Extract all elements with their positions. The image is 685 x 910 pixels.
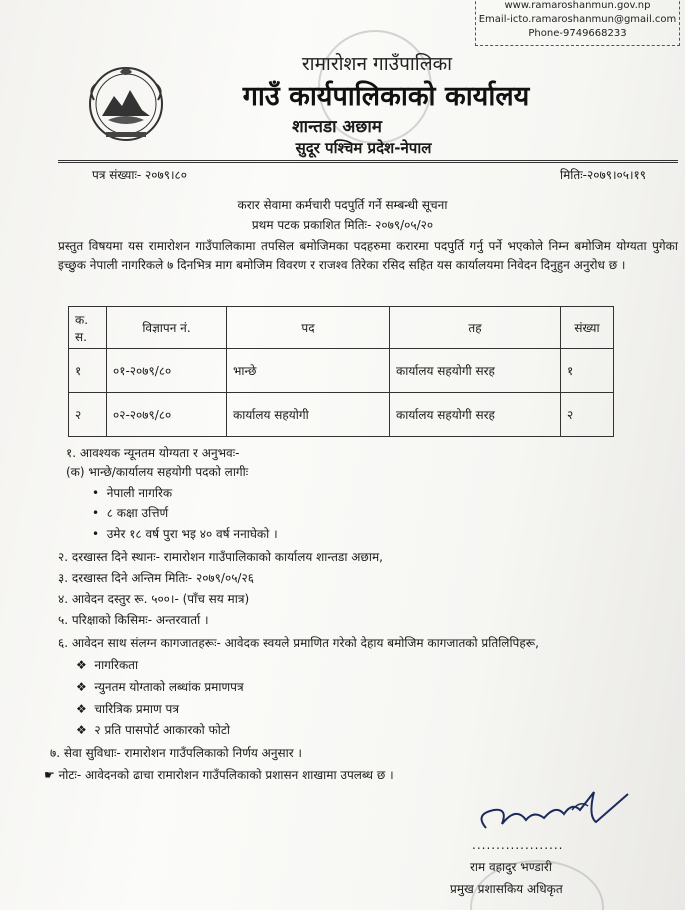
- diamond-bullet-icon: ❖: [76, 680, 87, 694]
- list-item: ❖ २ प्रति पासपोर्ट आकारको फोटो: [76, 723, 231, 737]
- email-text: Email-icto.ramaroshanmun@gmail.com: [478, 14, 677, 25]
- office-location: शान्तडा अछाम: [292, 117, 382, 137]
- col-header-post: पद: [227, 307, 390, 349]
- list-item: ❖ न्युनतम योग्ताको लब्धांक प्रमाणपत्र: [76, 680, 244, 694]
- header-divider: [58, 160, 678, 161]
- col-header-level: तह: [390, 307, 561, 349]
- vacancy-table: [68, 306, 614, 437]
- col-header-sn: क. स.: [69, 307, 107, 349]
- cell-level: कार्यालय सहयोगी सरह: [390, 349, 561, 393]
- cell-ad-no: ०२-२०७९/८०: [107, 393, 227, 437]
- table-row: [69, 393, 614, 437]
- bullet-dot-icon: •: [92, 486, 107, 500]
- bullet-dot-icon: •: [92, 506, 107, 520]
- phone-text: Phone-9749668233: [528, 28, 627, 39]
- signatory-designation: प्रमुख प्रशासकिय अधिकृत: [450, 882, 563, 896]
- section-6-documents: ६. आवेदन साथ संलग्न कागजातहरूः- आवेदक स्वयले प्रमाणित गरेको देहाय बमोजिम कागजातको प्रतिलिपिहरू,: [58, 636, 539, 650]
- cell-level: कार्यालय सहयोगी सरह: [390, 393, 561, 437]
- list-item: • उमेर १८ वर्ष पुरा भइ ४० वर्ष ननाघेको ।: [92, 527, 278, 541]
- section-3-deadline: ३. दरखास्त दिने अन्तिम मितिः- २०७९/०५/२६: [58, 571, 254, 585]
- cell-post: भान्छे: [227, 349, 390, 393]
- section-5-exam-type: ५. परिक्षाको किसिमः- अन्तरवार्ता ।: [58, 613, 209, 627]
- note-line: ☛ नोटः- आवेदनको ढाचा रामारोशन गाउँपलिकाको प्रशासन शाखामा उपलब्ध छ ।: [44, 768, 394, 782]
- letter-date: मितिः-२०७९।०५।१९: [560, 168, 647, 182]
- section-1a-heading: (क) भान्छे/कार्यालय सहयोगी पदको लागीः: [66, 465, 249, 479]
- section-1-heading: १. आवश्यक न्यूनतम योग्यता र अनुभवः-: [66, 446, 240, 460]
- cell-sn: २: [69, 393, 107, 437]
- office-title: गाउँ कार्यपालिकाको कार्यालय: [242, 81, 530, 112]
- nepal-government-emblem-icon: [84, 60, 168, 144]
- cell-count: १: [561, 349, 614, 393]
- signature-scribble: [468, 780, 638, 840]
- list-item: ❖ नागरिकता: [76, 658, 139, 672]
- section-7-benefits: ७. सेवा सुविधाः- रामारोशन गाउँपलिकाको निर्णय अनुसार ।: [50, 746, 302, 760]
- signature-line: ...................: [472, 838, 564, 852]
- diamond-bullet-icon: ❖: [76, 658, 87, 672]
- cell-ad-no: ०१-२०७९/८०: [107, 349, 227, 393]
- municipality-name: रामारोशन गाउँपालिका: [301, 53, 453, 75]
- notice-title: करार सेवामा कर्मचारी पदपुर्ति गर्ने सम्बन्धी सूचना: [237, 198, 448, 212]
- diamond-bullet-icon: ❖: [76, 723, 87, 737]
- first-published-date: प्रथम पटक प्रकाशित मितिः- २०७९/०५/२०: [251, 218, 434, 232]
- table-header-row: [69, 307, 614, 349]
- section-4-fee: ४. आवेदन दस्तुर रू. ५००।- (पाँच सय मात्र): [58, 592, 250, 606]
- diamond-bullet-icon: ❖: [76, 702, 87, 716]
- bullet-dot-icon: •: [92, 527, 107, 541]
- signatory-name: राम वहादुर भण्डारी: [470, 860, 552, 874]
- website-text: www.ramaroshanmun.gov.np: [504, 0, 651, 11]
- contact-box: [475, 0, 680, 46]
- table-row: [69, 349, 614, 393]
- list-item: • ८ कक्षा उत्तिर्ण: [92, 506, 169, 520]
- intro-paragraph: प्रस्तुत विषयमा यस रामारोशन गाउँपालिकामा तपसिल बमोजिमका पदहरुमा करारमा पदपुर्ति गर्नु पर्ने भएकोले निम्न बमोजिम योग्यता पुगेका इच्छुक नेपाली नागरिकले ७ दिनभित्र माग बमोजिम विवरण र राजश्व तिरेका रसिद सहित यस कार्यालयमा निवेदन दिनुहुन अनुरोध छ ।: [58, 239, 678, 272]
- section-2-application-place: २. दरखास्त दिने स्थानः- रामारोशन गाउँपालिकाको कार्यालय शान्तडा अछाम,: [58, 550, 383, 564]
- list-item: • नेपाली नागरिक: [92, 486, 173, 500]
- col-header-count: संख्या: [561, 307, 614, 349]
- cell-sn: १: [69, 349, 107, 393]
- cell-count: २: [561, 393, 614, 437]
- list-item: ❖ चारित्रिक प्रमाण पत्र: [76, 702, 179, 716]
- header-divider-double: [58, 162, 678, 163]
- letter-number: पत्र संख्याः- २०७९।८०: [92, 168, 188, 182]
- cell-post: कार्यालय सहयोगी: [227, 393, 390, 437]
- province-name: सुदूर पश्चिम प्रदेश-नेपाल: [295, 139, 432, 157]
- pointing-hand-icon: ☛: [44, 768, 55, 782]
- col-header-ad-no: विज्ञापन नं.: [107, 307, 227, 349]
